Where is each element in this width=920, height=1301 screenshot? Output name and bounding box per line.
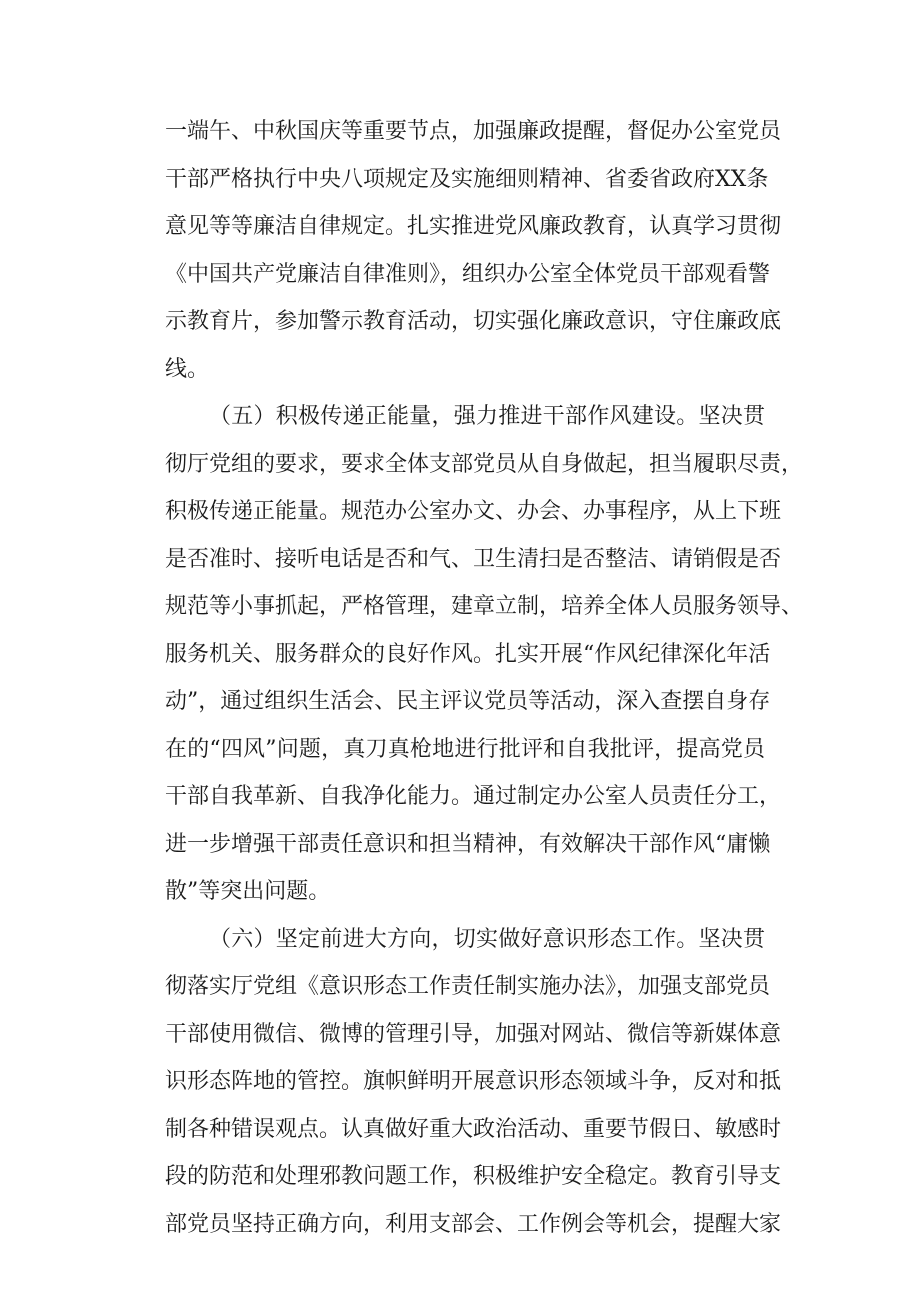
text-line-14: 在的“四风”问题，真刀真枪地进行批评和自我批评，提高党员 — [165, 736, 765, 762]
text-line-5: 示教育片，参加警示教育活动，切实强化廉政意识，守住廉政底 — [165, 309, 782, 334]
text-line-23: 段的防范和处理邪教问题工作，积极维护安全稳定。教育引导支 — [165, 1164, 782, 1189]
text-line-2: 干部严格执行中央八项规定及实施细则精神、省委省政府XX条 — [165, 166, 769, 192]
text-line-6: 线。 — [165, 356, 210, 382]
text-line-20: 干部使用微信、微博的管理引导，加强对网站、微信等新媒体意 — [165, 1021, 782, 1047]
text-line-12: 服务机关、服务群众的良好作风。扎实开展“作风纪律深化年活 — [165, 641, 771, 667]
document-body — [165, 108, 804, 1248]
text-line-3: 意见等等廉洁自律规定。扎实推进党风廉政教育，认真学习贯彻 — [165, 214, 782, 239]
text-line-21: 识形态阵地的管控。旗帜鲜明开展意识形态领域斗争，反对和抵 — [165, 1069, 782, 1094]
text-line-4: 《中国共产党廉洁自律准则》，组织办公室全体党员干部观看警 — [165, 261, 771, 287]
text-line-15: 干部自我革新、自我净化能力。通过制定办公室人员责任分工， — [165, 784, 782, 809]
text-line-13: 动”，通过组织生活会、民主评议党员等活动，深入查摆自身存 — [165, 689, 771, 714]
text-line-11: 规范等小事抓起，严格管理，建章立制，培养全体人员服务领导、 — [165, 594, 804, 619]
text-line-16: 进一步增强干部责任意识和担当精神，有效解决干部作风“庸懒 — [165, 831, 771, 857]
text-line-10: 是否准时、接听电话是否和气、卫生清扫是否整洁、请销假是否 — [165, 546, 782, 572]
text-line-9: 积极传递正能量。规范办公室办文、办会、办事程序，从上下班 — [165, 499, 782, 524]
text-line-22: 制各种错误观点。认真做好重大政治活动、重要节假日、敏感时 — [165, 1116, 782, 1142]
section-heading-6: （六）坚定前进大方向，切实做好意识形态工作。坚决贯 — [209, 926, 765, 952]
text-line-1: 一端午、中秋国庆等重要节点，加强廉政提醒，督促办公室党员 — [165, 119, 782, 144]
section-heading-5: （五）积极传递正能量，强力推进干部作风建设。坚决贯 — [209, 404, 765, 429]
text-line-8: 彻厅党组的要求，要求全体支部党员从自身做起，担当履职尽责， — [165, 451, 804, 477]
text-line-17: 散”等突出问题。 — [165, 879, 331, 904]
text-line-24: 部党员坚持正确方向，利用支部会、工作例会等机会，提醒大家 — [165, 1211, 782, 1237]
text-line-19: 彻落实厅党组《意识形态工作责任制实施办法》，加强支部党员 — [165, 974, 771, 999]
